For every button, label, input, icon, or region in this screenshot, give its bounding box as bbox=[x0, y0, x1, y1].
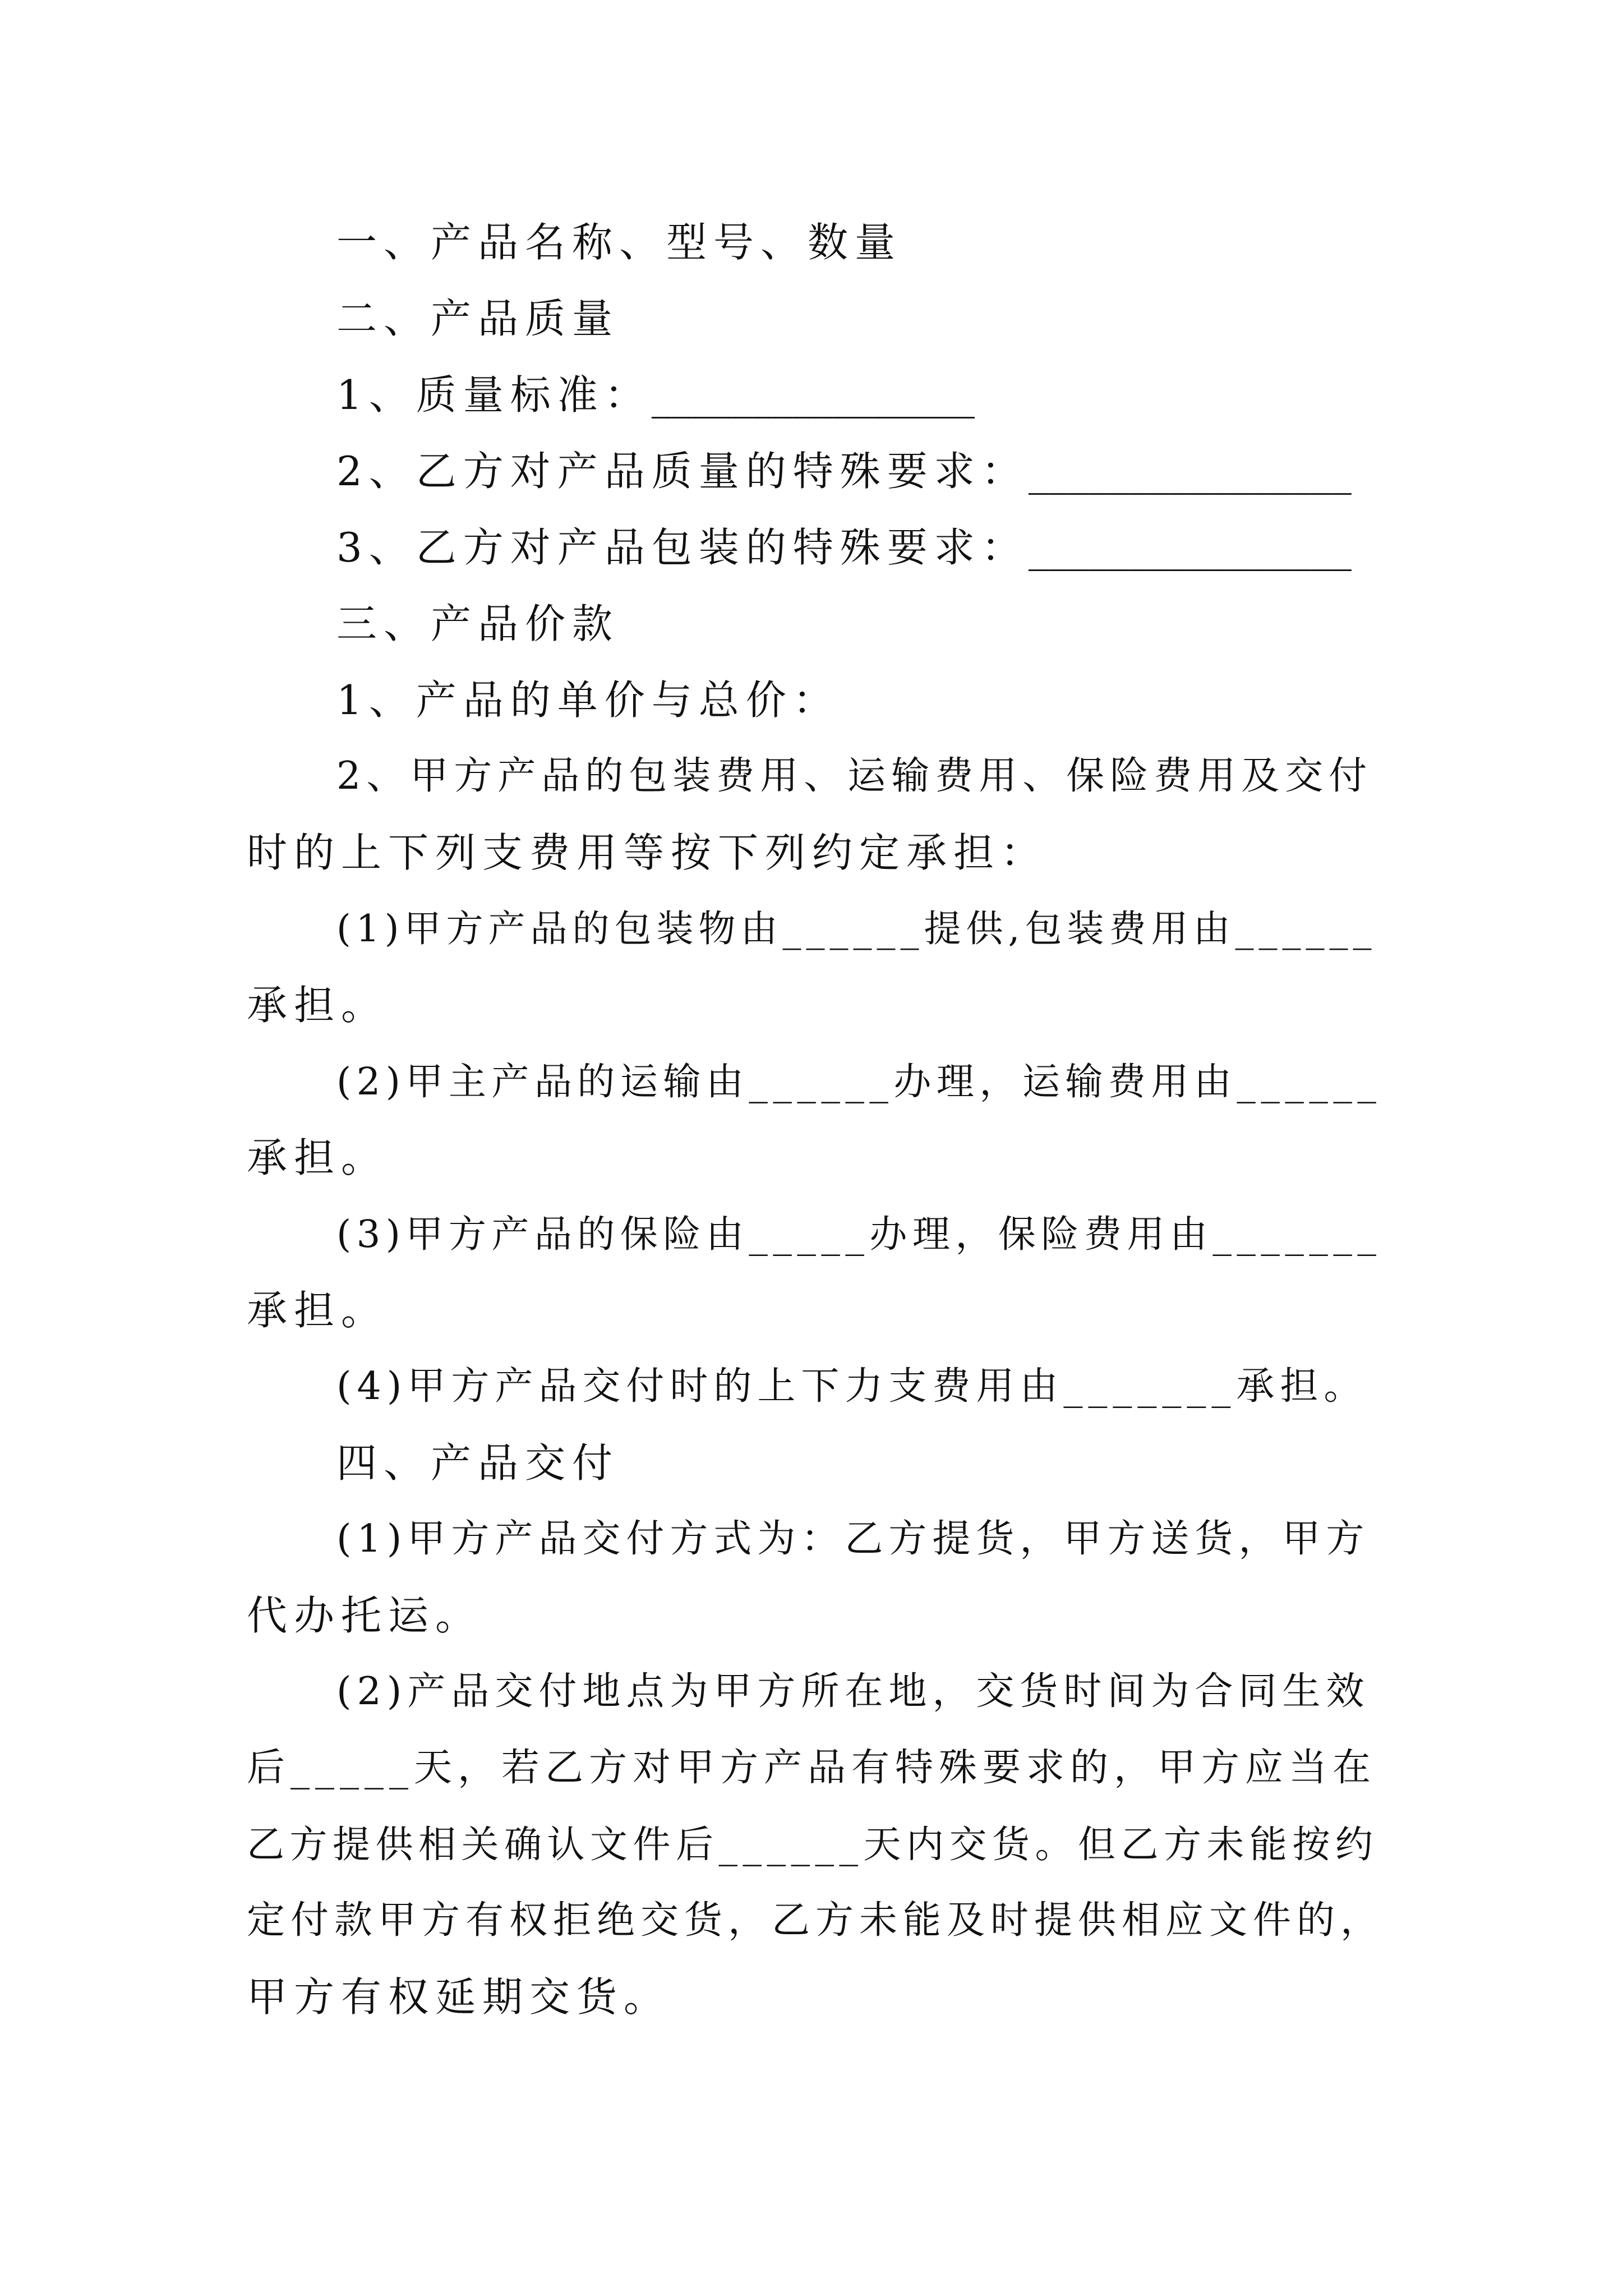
delivery-clause-1-line-2: 代办托运。 bbox=[247, 1592, 483, 1639]
section-heading-product-delivery: 四、产品交付 bbox=[336, 1439, 620, 1487]
cost-clause-4: (4)甲方产品交付时的上下力支费用由_______承担。 bbox=[336, 1364, 1368, 1409]
cost-clause-1-line-1: (1)甲方产品的包装物由______提供,包装费用由______ bbox=[336, 907, 1377, 950]
cost-clause-1-line-2: 承担。 bbox=[247, 982, 389, 1029]
packaging-requirement-blank: ________________ bbox=[1028, 524, 1352, 571]
cost-clause-3-line-2: 承担。 bbox=[247, 1287, 389, 1334]
section-heading-product-name: 一、产品名称、型号、数量 bbox=[336, 219, 902, 266]
quality-requirement-label: 2、乙方对产品质量的特殊要求： bbox=[336, 448, 1029, 495]
section-heading-product-quality: 二、产品质量 bbox=[336, 295, 620, 342]
quality-requirement-blank: ________________ bbox=[1028, 448, 1352, 495]
packaging-requirement-label: 3、乙方对产品包装的特殊要求： bbox=[336, 524, 1029, 571]
packaging-requirement-line bbox=[336, 519, 1352, 576]
price-item-2-line-1: 2、甲方产品的包装费用、运输费用、保险费用及交付 bbox=[336, 754, 1373, 798]
quality-requirement-line bbox=[336, 443, 1352, 499]
section-heading-product-price: 三、产品价款 bbox=[336, 600, 620, 647]
delivery-clause-2-line-2: 后_____天，若乙方对甲方产品有特殊要求的，甲方应当在 bbox=[247, 1746, 1377, 1790]
price-item-1: 1、产品的单价与总价： bbox=[336, 677, 840, 724]
quality-standard-line bbox=[336, 367, 975, 423]
price-item-2-line-2: 时的上下列支费用等按下列约定承担： bbox=[247, 829, 1048, 876]
cost-clause-2-line-1: (2)甲主产品的运输由______办理，运输费用由______ bbox=[336, 1060, 1382, 1103]
delivery-clause-2-line-3: 乙方提供相关确认文件后______天内交货。但乙方未能按约 bbox=[247, 1823, 1378, 1866]
cost-clause-3-line-1: (3)甲方产品的保险由_____办理，保险费用由_______ bbox=[336, 1212, 1382, 1256]
quality-standard-blank: ________________ bbox=[651, 371, 975, 418]
delivery-clause-2-line-4: 定付款甲方有权拒绝交货，乙方未能及时提供相应文件的， bbox=[247, 1898, 1385, 1943]
quality-standard-label: 1、质量标准： bbox=[336, 371, 652, 418]
delivery-clause-1-line-1: (1)甲方产品交付方式为：乙方提货，甲方送货，甲方 bbox=[336, 1517, 1370, 1561]
delivery-clause-2-line-1: (2)产品交付地点为甲方所在地，交货时间为合同生效 bbox=[336, 1669, 1370, 1714]
delivery-clause-2-line-5: 甲方有权延期交货。 bbox=[247, 1973, 671, 2021]
cost-clause-2-line-2: 承担。 bbox=[247, 1134, 389, 1181]
